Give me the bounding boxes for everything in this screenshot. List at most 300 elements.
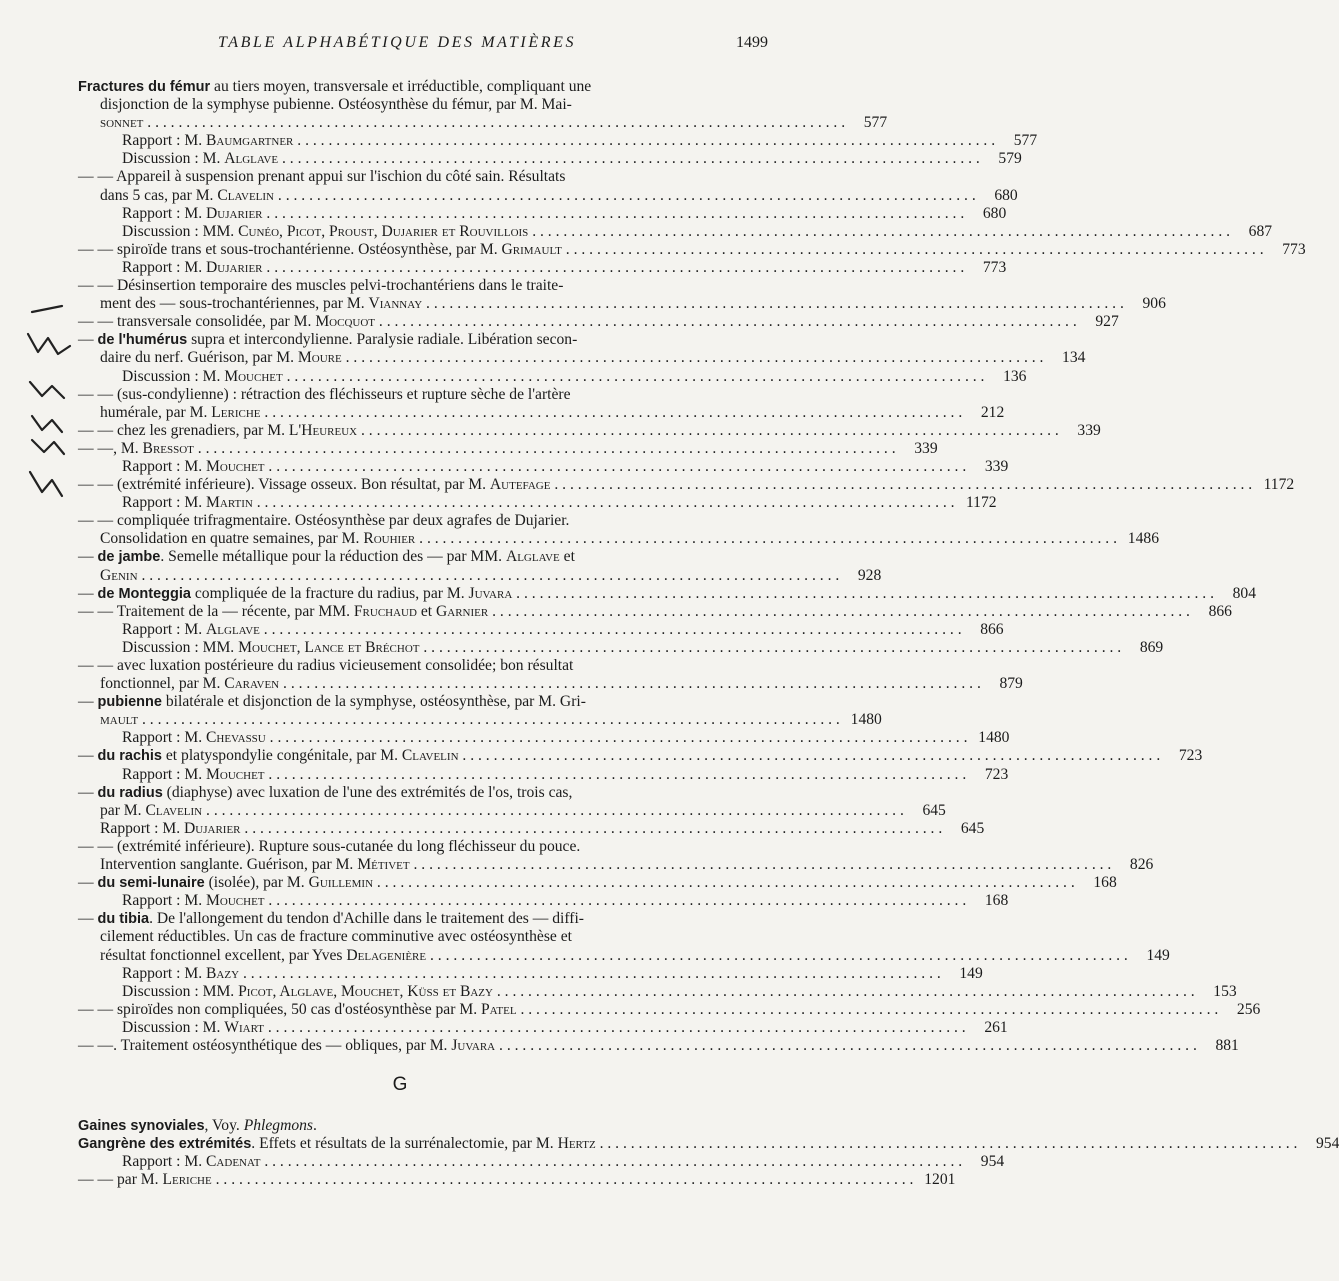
entry-text: [122, 458, 966, 476]
entry-text-run: Discussion : MM.: [122, 638, 239, 656]
entry-text: [122, 983, 1195, 1001]
entry-page-number: 579: [998, 150, 1022, 168]
entry-page-number: 645: [960, 819, 985, 837]
index-entry: [78, 620, 1004, 639]
entry-line: [78, 784, 742, 802]
entry-leader: . . . . . . . . . . . . . . . . . . . . . . . . . . . . . . . . . . . . . . . . . . . . . . . . . . . . . . . . . . . . . . . . . . . . . . . . . . . . . . . . . . . . . . . . . .: [143, 114, 846, 132]
entry-text-run: supra et intercondylienne. Paralysie radiale. Libération secon-: [187, 331, 578, 349]
entry-keyword: pubienne: [97, 694, 162, 711]
index-entry: [78, 892, 1009, 910]
index-entry: [78, 548, 882, 584]
entry-line: [78, 838, 742, 856]
entry-text: [122, 892, 966, 910]
entry-leader: . . . . . . . . . . . . . . . . . . . . . . . . . . . . . . . . . . . . . . . . . . . . . . . . . . . . . . . . . . . . . . . . . . . . . . . . . . . . . . . . . . . . . . . . . .: [274, 186, 976, 204]
entry-text-run: — — Traitement de la — récente, par MM.: [78, 602, 354, 620]
entry-text: [78, 422, 1059, 440]
entry-page-number: 1172: [1263, 476, 1295, 494]
entry-line: [78, 132, 1038, 150]
entry-text-run: cilement réductibles. Un cas de fracture comminutive avec ostéosynthèse et: [100, 928, 572, 946]
entry-text-run: Rapport : M.: [100, 819, 185, 837]
entry-keyword: du rachis: [97, 748, 162, 765]
entry-page-number: 687: [1248, 222, 1273, 240]
entry-text-run: Rapport : M.: [122, 494, 207, 512]
entry-line: [78, 421, 1101, 440]
entry-line: [78, 964, 983, 983]
entry-line: [78, 1000, 1261, 1019]
index-entry: [78, 222, 1273, 241]
entry-line: [78, 1036, 1239, 1055]
entry-text: [122, 494, 955, 512]
entry-author: Mouchet: [206, 892, 265, 910]
index-entry: [78, 512, 1159, 548]
entry-line: [78, 150, 1022, 168]
entry-text-run: — — compliquée trifragmentaire. Ostéosynthèse par deux agrafes de Dujarier.: [78, 512, 570, 530]
entry-text: [100, 567, 839, 585]
entry-author: Dujarier: [206, 204, 263, 222]
entry-page-number: 826: [1129, 856, 1154, 874]
index-entry: [78, 783, 946, 820]
entry-line: [78, 892, 1009, 910]
entry-leader: . . . . . . . . . . . . . . . . . . . . . . . . . . . . . . . . . . . . . . . . . . . . . . . . . . . . . . . . . . . . . . . . . . . . . . . . . . . . . . . . . . . . . . . . . .: [341, 349, 1044, 367]
entry-text-run: Discussion : M.: [122, 367, 225, 385]
entry-line: [78, 982, 1237, 1001]
entry-leader: . . . . . . . . . . . . . . . . . . . . . . . . . . . . . . . . . . . . . . . . . . . . . . . . . . . . . . . . . . . . . . . . . . . . . . . . . . . . . . . . . . . . . . . . . .: [240, 819, 943, 837]
entry-text-run: — — spiroïdes non compliquées, 50 cas d'ostéosynthèse par M.: [78, 1000, 481, 1018]
entry-line: [78, 457, 1009, 476]
entry-text-run: Rapport : M.: [122, 964, 207, 982]
entry-line: [78, 747, 1203, 765]
entry-leader: . . . . . . . . . . . . . . . . . . . . . . . . . . . . . . . . . . . . . . . . . . . . . . . . . . . . . . . . . . . . . . . . . . . . . . . . . . . . . . . . . . . . . . . . . .: [265, 729, 968, 747]
entry-line: [78, 313, 1119, 331]
entry-leader: . . . . . . . . . . . . . . . . . . . . . . . . . . . . . . . . . . . . . . . . . . . . . . . . . . . . . . . . . . . . . . . . . . . . . . . . . . . . . . . . . . . . . . . . . .: [528, 222, 1231, 240]
index-entry: [78, 1117, 742, 1135]
index-entry: [78, 494, 997, 512]
entry-text: [78, 747, 1160, 765]
entry-line: [78, 96, 742, 114]
entry-page-number: 866: [1208, 602, 1232, 620]
entry-text: [100, 404, 962, 422]
entry-page-number: 339: [1077, 421, 1101, 439]
entry-line: [78, 439, 938, 458]
entry-prefix: —: [78, 584, 98, 602]
entry-leader: . . . . . . . . . . . . . . . . . . . . . . . . . . . . . . . . . . . . . . . . . . . . . . . . . . . . . . . . . . . . . . . . . . . . . . . . . . . . . . . . . . . . . . . . . .: [138, 711, 840, 729]
entry-keyword: du radius: [97, 784, 163, 801]
entry-line: [78, 204, 1007, 223]
entry-line: [78, 258, 1007, 277]
entry-line: [78, 386, 742, 404]
index-entry: [78, 765, 1009, 784]
index-entry: [78, 964, 983, 983]
entry-text: [78, 386, 742, 404]
entry-text: [122, 621, 962, 639]
entry-page-number: 680: [982, 204, 1007, 222]
entry-leader: . . . . . . . . . . . . . . . . . . . . . . . . . . . . . . . . . . . . . . . . . . . . . . . . . . . . . . . . . . . . . . . . . . . . . . . . . . . . . . . . . . . . . . . . . .: [260, 1153, 963, 1171]
entry-author: mault: [100, 711, 139, 729]
entry-text: [78, 277, 742, 295]
index-entry: [78, 729, 1010, 747]
entry-text: [122, 639, 1121, 657]
entry-keyword: de Monteggia: [97, 585, 191, 602]
entry-text-run: , Voy.: [204, 1117, 244, 1134]
entry-page-number: 1480: [850, 711, 882, 729]
index-entry: [78, 657, 1023, 693]
entry-line: [78, 1171, 956, 1189]
entry-line: [78, 711, 882, 729]
index-entry: [78, 476, 1295, 494]
entry-text: [122, 150, 980, 168]
entry-leader: . . . . . . . . . . . . . . . . . . . . . . . . . . . . . . . . . . . . . . . . . . . . . . . . . . . . . . . . . . . . . . . . . . . . . . . . . . . . . . . . . . . . . . . . . .: [259, 620, 962, 638]
entry-text-run: — —, M.: [78, 439, 143, 457]
entry-author: Viannay: [368, 295, 423, 313]
entry-page-number: 136: [1003, 367, 1027, 385]
index-entry: [78, 1018, 1008, 1037]
entry-text: [100, 96, 742, 114]
entry-text-run: au tiers moyen, transversale et irréductible, compliquant une: [210, 78, 592, 95]
entry-page-number: 256: [1236, 1000, 1261, 1018]
entry-text-run: — — Désinsertion temporaire des muscles pelvi-trochantériens dans le traite-: [78, 277, 564, 295]
entry-leader: . . . . . . . . . . . . . . . . . . . . . . . . . . . . . . . . . . . . . . . . . . . . . . . . . . . . . . . . . . . . . . . . . . . . . . . . . . . . . . . . . . . . . . . . . .: [426, 946, 1128, 964]
entry-author: Autefage: [489, 476, 551, 494]
entry-text: [78, 548, 742, 566]
entry-line: [78, 819, 985, 838]
entry-page-number: 927: [1095, 313, 1119, 331]
entry-line: [78, 1117, 742, 1135]
entry-page-number: 339: [914, 439, 938, 457]
index-entry: [78, 1036, 1239, 1055]
entry-text-run: disjonction de la symphyse pubienne. Ostéosynthèse du fémur, par M. Mai-: [100, 96, 572, 114]
entry-text: [122, 1153, 962, 1171]
entry-page-number: 261: [984, 1018, 1008, 1036]
entry-text-run: compliquée de la fracture du radius, par M.: [190, 584, 469, 602]
index-entry: [78, 168, 1018, 204]
index-entry: [78, 910, 1170, 964]
entry-line: [78, 186, 1018, 205]
entry-text: [78, 603, 1190, 621]
entry-page-number: 954: [980, 1153, 1005, 1171]
entry-text: [100, 711, 840, 729]
entry-author: Mouchet: [224, 367, 283, 385]
entry-author: Martin: [206, 494, 253, 512]
entry-text: [100, 856, 1111, 874]
entry-leader: . . . . . . . . . . . . . . . . . . . . . . . . . . . . . . . . . . . . . . . . . . . . . . . . . . . . . . . . . . . . . . . . . . . . . . . . . . . . . . . . . . . . . . . . . .: [516, 1000, 1219, 1018]
entry-author: Dujarier: [184, 819, 241, 837]
entry-italic: Phlegmons: [243, 1117, 313, 1134]
entry-page-number: 954: [1316, 1135, 1339, 1153]
entry-text: [122, 368, 984, 386]
entry-page-number: 680: [994, 186, 1018, 204]
index-entry: [78, 367, 1027, 386]
entry-text: [78, 657, 742, 675]
entry-text: [100, 802, 904, 820]
entry-leader: . . . . . . . . . . . . . . . . . . . . . . . . . . . . . . . . . . . . . . . . . . . . . . . . . . . . . . . . . . . . . . . . . . . . . . . . . . . . . . . . . . . . . . . . . .: [279, 675, 981, 693]
entry-page-number: 773: [1282, 240, 1306, 258]
entry-author: Guillemin: [308, 874, 374, 892]
entry-text: [78, 168, 742, 186]
entry-author: Fruchaud: [353, 602, 417, 620]
entry-prefix: —: [78, 331, 98, 349]
entry-text-run: fonctionnel, par M.: [100, 675, 225, 693]
entry-leader: . . . . . . . . . . . . . . . . . . . . . . . . . . . . . . . . . . . . . . . . . . . . . . . . . . . . . . . . . . . . . . . . . . . . . . . . . . . . . . . . . . . . . . . . . .: [239, 964, 941, 982]
entry-leader: . . . . . . . . . . . . . . . . . . . . . . . . . . . . . . . . . . . . . . . . . . . . . . . . . . . . . . . . . . . . . . . . . . . . . . . . . . . . . . . . . . . . . . . . . .: [293, 132, 996, 150]
entry-text-run: — — chez les grenadiers, par M.: [78, 421, 289, 439]
entry-author: Rouhier: [363, 530, 416, 548]
entry-text-run: Intervention sanglante. Guérison, par M.: [100, 856, 358, 874]
entry-page-number: 645: [922, 801, 946, 819]
entry-page-number: 134: [1062, 349, 1086, 367]
entry-page-number: 928: [857, 566, 882, 584]
index-entry: [78, 1135, 1339, 1153]
entry-text: [78, 313, 1077, 331]
entry-line: [78, 874, 1117, 892]
entry-author: Leriche: [162, 1171, 212, 1189]
entry-text-run: Discussion : MM.: [122, 982, 239, 1000]
entry-leader: . . . . . . . . . . . . . . . . . . . . . . . . . . . . . . . . . . . . . . . . . . . . . . . . . . . . . . . . . . . . . . . . . . . . . . . . . . . . . . . . . . . . . . . . . .: [409, 856, 1112, 874]
entry-page-number: 881: [1215, 1036, 1239, 1054]
entry-text-run: Rapport : M.: [122, 892, 207, 910]
entry-page-number: 723: [1178, 747, 1203, 765]
entry-line: [78, 78, 742, 96]
entry-author: Mouchet, Lance et Bréchot: [238, 638, 420, 656]
entry-line: [78, 349, 1086, 367]
entry-text-run: par M.: [100, 801, 146, 819]
entry-text: [78, 693, 742, 711]
entry-line: [78, 168, 742, 186]
entry-text-run: Discussion : M.: [122, 150, 225, 168]
index-entry: [78, 385, 1005, 422]
entry-page-number: 879: [999, 675, 1023, 693]
entry-text: [78, 331, 742, 349]
entry-leader: . . . . . . . . . . . . . . . . . . . . . . . . . . . . . . . . . . . . . . . . . . . . . . . . . . . . . . . . . . . . . . . . . . . . . . . . . . . . . . . . . . . . . . . . . .: [262, 258, 965, 276]
entry-text-run: — — (extrémité inférieure). Rupture sous-cutanée du long fléchisseur du pouce.: [78, 837, 581, 855]
entry-text-run: et: [559, 548, 575, 566]
entry-page-number: 339: [984, 457, 1009, 475]
entry-leader: . . . . . . . . . . . . . . . . . . . . . . . . . . . . . . . . . . . . . . . . . . . . . . . . . . . . . . . . . . . . . . . . . . . . . . . . . . . . . . . . . . . . . . . . . .: [492, 982, 1195, 1000]
entry-page-number: 1201: [924, 1171, 956, 1189]
entry-author: Dujarier: [206, 258, 263, 276]
entry-text-run: dans 5 cas, par M.: [100, 186, 218, 204]
index-entry: [78, 313, 1119, 331]
index-entry: [78, 693, 882, 729]
entry-author: Grimault: [501, 240, 562, 258]
entry-author: Wiart: [224, 1018, 264, 1036]
entry-author: L'Heureux: [288, 421, 358, 439]
entry-author: Bressot: [142, 439, 194, 457]
entry-text: [122, 223, 1230, 241]
entry-leader: . . . . . . . . . . . . . . . . . . . . . . . . . . . . . . . . . . . . . . . . . . . . . . . . . . . . . . . . . . . . . . . . . . . . . . . . . . . . . . . . . . . . . . . . . .: [495, 1036, 1197, 1054]
entry-text: [100, 187, 976, 205]
entry-leader: . . . . . . . . . . . . . . . . . . . . . . . . . . . . . . . . . . . . . . . . . . . . . . . . . . . . . . . . . . . . . . . . . . . . . . . . . . . . . . . . . . . . . . . . . .: [595, 1135, 1298, 1153]
entry-text-run: . Semelle métallique pour la réduction des — par MM.: [160, 548, 506, 566]
index-entry: [78, 602, 1232, 621]
entry-line: [78, 946, 1170, 965]
entry-leader: . . . . . . . . . . . . . . . . . . . . . . . . . . . . . . . . . . . . . . . . . . . . . . . . . . . . . . . . . . . . . . . . . . . . . . . . . . . . . . . . . . . . . . . . . .: [264, 765, 967, 783]
entry-leader: . . . . . . . . . . . . . . . . . . . . . . . . . . . . . . . . . . . . . . . . . . . . . . . . . . . . . . . . . . . . . . . . . . . . . . . . . . . . . . . . . . . . . . . . . .: [264, 457, 967, 475]
entry-page-number: 149: [1146, 946, 1170, 964]
index-entry: [78, 132, 1038, 150]
entry-text-run: et platyspondylie congénitale, par M.: [161, 747, 402, 765]
entry-author: Moure: [297, 349, 342, 367]
entry-text: [78, 241, 1264, 259]
entry-prefix: —: [78, 548, 98, 566]
entry-page-number: 804: [1232, 584, 1256, 602]
entry-text-run: — — (extrémité inférieure). Vissage osseux. Bon résultat, par M.: [78, 476, 490, 494]
entry-prefix: —: [78, 910, 98, 928]
index-entry: [78, 1000, 1261, 1019]
entry-text-run: Rapport : M.: [122, 204, 207, 222]
entry-author: sonnet: [100, 114, 144, 132]
entry-text: [122, 205, 964, 223]
entry-leader: . . . . . . . . . . . . . . . . . . . . . . . . . . . . . . . . . . . . . . . . . . . . . . . . . . . . . . . . . . . . . . . . . . . . . . . . . . . . . . . . . . . . . . . . . .: [202, 801, 904, 819]
entry-author: Cadenat: [206, 1153, 261, 1171]
entry-prefix: —: [78, 693, 98, 711]
entry-page-number: 577: [1013, 132, 1038, 150]
entry-line: [78, 114, 888, 132]
entry-text-run: — — (sus-condylienne) : rétraction des fléchisseurs et rupture sèche de l'artère: [78, 385, 571, 403]
entry-text-run: Consolidation en quatre semaines, par M.: [100, 530, 364, 548]
entry-leader: . . . . . . . . . . . . . . . . . . . . . . . . . . . . . . . . . . . . . . . . . . . . . . . . . . . . . . . . . . . . . . . . . . . . . . . . . . . . . . . . . . . . . . . . . .: [282, 367, 985, 385]
entry-line: [78, 928, 742, 946]
entry-text: [78, 838, 742, 856]
entry-leader: . . . . . . . . . . . . . . . . . . . . . . . . . . . . . . . . . . . . . . . . . . . . . . . . . . . . . . . . . . . . . . . . . . . . . . . . . . . . . . . . . . . . . . . . . .: [262, 204, 965, 222]
page-header: [0, 34, 800, 58]
entry-author: Mouchet: [206, 765, 265, 783]
entry-author: Genin: [100, 566, 138, 584]
entry-line: [78, 222, 1273, 241]
entry-leader: . . . . . . . . . . . . . . . . . . . . . . . . . . . . . . . . . . . . . . . . . . . . . . . . . . . . . . . . . . . . . . . . . . . . . . . . . . . . . . . . . . . . . . . . . .: [550, 476, 1253, 494]
entry-prefix: —: [78, 747, 98, 765]
entry-text-run: Rapport : M.: [122, 1153, 207, 1171]
entry-text: [78, 78, 742, 96]
index-entry: [78, 747, 1203, 765]
entry-author: Garnier: [436, 602, 489, 620]
entry-line: [78, 1018, 1008, 1037]
entry-text: [78, 874, 1075, 892]
entry-line: [78, 657, 742, 675]
entry-leader: . . . . . . . . . . . . . . . . . . . . . . . . . . . . . . . . . . . . . . . . . . . . . . . . . . . . . . . . . . . . . . . . . . . . . . . . . . . . . . . . . . . . . . . . . .: [422, 295, 1124, 313]
entry-page-number: 212: [980, 403, 1005, 421]
entry-text-run: . Effets et résultats de la surrénalectomie, par M.: [251, 1135, 558, 1153]
index-entries: [78, 78, 1306, 1055]
entry-text-run: .: [313, 1117, 317, 1134]
entry-text: [78, 512, 742, 530]
entry-leader: . . . . . . . . . . . . . . . . . . . . . . . . . . . . . . . . . . . . . . . . . . . . . . . . . . . . . . . . . . . . . . . . . . . . . . . . . . . . . . . . . . . . . . . . . .: [264, 892, 967, 910]
entry-leader: . . . . . . . . . . . . . . . . . . . . . . . . . . . . . . . . . . . . . . . . . . . . . . . . . . . . . . . . . . . . . . . . . . . . . . . . . . . . . . . . . . . . . . . . . .: [415, 530, 1117, 548]
entry-line: [78, 530, 1159, 548]
entry-page-number: 773: [982, 258, 1007, 276]
entry-text: [122, 766, 966, 784]
entry-leader: . . . . . . . . . . . . . . . . . . . . . . . . . . . . . . . . . . . . . . . . . . . . . . . . . . . . . . . . . . . . . . . . . . . . . . . . . . . . . . . . . . . . . . . . . .: [512, 584, 1214, 602]
index-entry: [78, 457, 1009, 476]
entry-keyword: du semi-lunaire: [97, 875, 205, 892]
entry-text: [78, 1001, 1218, 1019]
entry-line: [78, 729, 1010, 747]
entry-author: Caraven: [224, 675, 280, 693]
entry-text: [78, 476, 1252, 494]
entry-leader: . . . . . . . . . . . . . . . . . . . . . . . . . . . . . . . . . . . . . . . . . . . . . . . . . . . . . . . . . . . . . . . . . . . . . . . . . . . . . . . . . . . . . . . . . .: [458, 747, 1161, 765]
entry-line: [78, 1135, 1339, 1153]
entry-page-number: 1486: [1127, 530, 1159, 548]
entry-author: Clavelin: [401, 747, 459, 765]
entry-leader: . . . . . . . . . . . . . . . . . . . . . . . . . . . . . . . . . . . . . . . . . . . . . . . . . . . . . . . . . . . . . . . . . . . . . . . . . . . . . . . . . . . . . . . . . .: [373, 874, 1075, 892]
entry-line: [78, 1153, 1005, 1171]
entry-text: [122, 965, 941, 983]
entry-author: Picot, Alglave, Mouchet, Küss et Bazy: [238, 982, 493, 1000]
entry-page-number: 577: [863, 114, 888, 132]
index-entry: [78, 331, 1086, 367]
entry-text: [100, 947, 1128, 965]
entry-line: [78, 494, 997, 512]
entry-leader: . . . . . . . . . . . . . . . . . . . . . . . . . . . . . . . . . . . . . . . . . . . . . . . . . . . . . . . . . . . . . . . . . . . . . . . . . . . . . . . . . . . . . . . . . .: [193, 439, 896, 457]
entry-text: [122, 132, 995, 150]
entry-text-run: ment des — sous-trochantériennes, par M.: [100, 295, 369, 313]
entry-text: [122, 1019, 966, 1037]
entry-keyword: de jambe: [97, 549, 161, 566]
entry-author: Delagenière: [346, 946, 427, 964]
entry-text: [100, 928, 742, 946]
entry-line: [78, 295, 1166, 313]
entry-author: Clavelin: [217, 186, 274, 204]
entry-text-run: bilatérale et disjonction de la symphyse, ostéosynthèse, par M. Gri-: [161, 693, 586, 711]
entry-line: [78, 584, 1256, 603]
handwritten-margin-marks: [18, 300, 78, 510]
entry-text-run: (isolée), par M.: [204, 874, 309, 892]
entry-author: Patel: [481, 1000, 517, 1018]
running-title: TABLE ALPHABÉTIQUE DES MATIÈRES: [218, 34, 577, 51]
entry-text-run: . De l'allongement du tendon d'Achille dans le traitement des — diffi-: [149, 910, 584, 928]
entry-text-run: — — transversale consolidée, par M.: [78, 313, 316, 331]
index-entry: [78, 277, 1166, 313]
entry-keyword: Fractures du fémur: [78, 79, 211, 95]
entry-leader: . . . . . . . . . . . . . . . . . . . . . . . . . . . . . . . . . . . . . . . . . . . . . . . . . . . . . . . . . . . . . . . . . . . . . . . . . . . . . . . . . . . . . . . . . .: [137, 566, 840, 584]
entry-author: Alglave: [505, 548, 560, 566]
entry-leader: . . . . . . . . . . . . . . . . . . . . . . . . . . . . . . . . . . . . . . . . . . . . . . . . . . . . . . . . . . . . . . . . . . . . . . . . . . . . . . . . . . . . . . . . . .: [278, 150, 980, 168]
entry-line: [78, 240, 1306, 259]
entry-page-number: 869: [1139, 638, 1164, 656]
entry-text-run: (diaphyse) avec luxation de l'une des extrémités de l'os, trois cas,: [162, 783, 573, 801]
entry-line: [78, 801, 946, 820]
entry-leader: . . . . . . . . . . . . . . . . . . . . . . . . . . . . . . . . . . . . . . . . . . . . . . . . . . . . . . . . . . . . . . . . . . . . . . . . . . . . . . . . . . . . . . . . . .: [561, 240, 1264, 258]
entry-prefix: —: [78, 874, 98, 892]
entry-text: [100, 530, 1117, 548]
entry-leader: . . . . . . . . . . . . . . . . . . . . . . . . . . . . . . . . . . . . . . . . . . . . . . . . . . . . . . . . . . . . . . . . . . . . . . . . . . . . . . . . . . . . . . . . . .: [419, 638, 1122, 656]
entry-author: Leriche: [211, 403, 261, 421]
index-entry: [78, 240, 1306, 259]
entry-leader: . . . . . . . . . . . . . . . . . . . . . . . . . . . . . . . . . . . . . . . . . . . . . . . . . . . . . . . . . . . . . . . . . . . . . . . . . . . . . . . . . . . . . . . . . .: [357, 421, 1059, 439]
entry-line: [78, 512, 742, 530]
entry-text: [78, 784, 742, 802]
entry-keyword: Gaines synoviales: [78, 1118, 205, 1134]
entry-line: [78, 548, 742, 566]
index-entry: [78, 638, 1164, 657]
entry-text-run: — — par M.: [78, 1171, 163, 1189]
entry-text-run: humérale, par M.: [100, 403, 212, 421]
entry-line: [78, 277, 742, 295]
entry-text-run: Rapport : M.: [122, 457, 207, 475]
entry-leader: . . . . . . . . . . . . . . . . . . . . . . . . . . . . . . . . . . . . . . . . . . . . . . . . . . . . . . . . . . . . . . . . . . . . . . . . . . . . . . . . . . . . . . . . . .: [375, 313, 1077, 331]
entry-text-run: Discussion : M.: [122, 1018, 225, 1036]
entry-text-run: Rapport : M.: [122, 132, 207, 150]
entry-text-run: — — Appareil à suspension prenant appui sur l'ischion du côté sain. Résultats: [78, 168, 566, 186]
entry-author: Juvara: [468, 584, 513, 602]
entry-text: [100, 820, 942, 838]
entry-page-number: 723: [984, 765, 1009, 783]
entry-leader: . . . . . . . . . . . . . . . . . . . . . . . . . . . . . . . . . . . . . . . . . . . . . . . . . . . . . . . . . . . . . . . . . . . . . . . . . . . . . . . . . . . . . . . . . .: [211, 1171, 914, 1189]
entry-text: [100, 295, 1124, 313]
entry-line: [78, 638, 1164, 657]
entry-text-run: — — avec luxation postérieure du radius vicieusement consolidée; bon résultat: [78, 657, 574, 674]
entry-text-run: résultat fonctionnel excellent, par Yves: [100, 946, 347, 964]
entry-text-run: Rapport : M.: [122, 258, 207, 276]
